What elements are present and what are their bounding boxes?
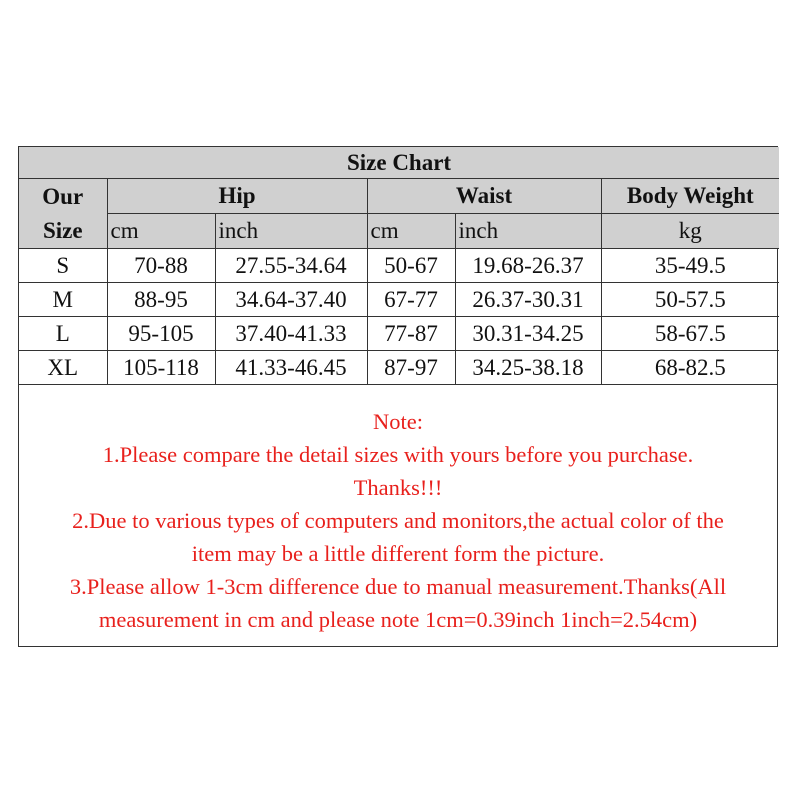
- our-size-label-line1: Our: [42, 183, 84, 209]
- note-line: item may be a little different form the picture.: [191, 541, 605, 566]
- body-weight-header: Body Weight: [601, 179, 779, 214]
- hip-cm-cell: 105-118: [107, 351, 215, 385]
- weight-cell: 68-82.5: [601, 351, 779, 385]
- waist-header: Waist: [367, 179, 601, 214]
- waist-cm-cell: 77-87: [367, 317, 455, 351]
- waist-inch-cell: 30.31-34.25: [455, 317, 601, 351]
- note-line: Thanks!!!: [353, 475, 443, 500]
- waist-cm-cell: 50-67: [367, 249, 455, 283]
- size-cell: XL: [19, 351, 107, 385]
- size-cell: M: [19, 283, 107, 317]
- hip-inch-cell: 37.40-41.33: [215, 317, 367, 351]
- waist-inch-cell: 34.25-38.18: [455, 351, 601, 385]
- hip-cm-cell: 88-95: [107, 283, 215, 317]
- header-row: [19, 179, 779, 214]
- note-line: 1.Please compare the detail sizes with yours before you purchase.: [102, 442, 694, 467]
- size-cell: S: [19, 249, 107, 283]
- waist-cm-unit: cm: [367, 214, 455, 249]
- hip-header: Hip: [107, 179, 367, 214]
- weight-unit: kg: [601, 214, 779, 249]
- our-size-label-line2: Size: [42, 217, 83, 243]
- hip-cm-cell: 70-88: [107, 249, 215, 283]
- hip-inch-unit: inch: [215, 214, 367, 249]
- note-line: 3.Please allow 1-3cm difference due to manual measurement.Thanks(All: [69, 574, 727, 599]
- note-heading: Note:: [373, 409, 423, 434]
- hip-inch-cell: 34.64-37.40: [215, 283, 367, 317]
- note-line: measurement in cm and please note 1cm=0.39inch 1inch=2.54cm): [98, 607, 698, 632]
- size-cell: L: [19, 317, 107, 351]
- weight-cell: 50-57.5: [601, 283, 779, 317]
- hip-cm-unit: cm: [107, 214, 215, 249]
- our-size-header: [19, 179, 107, 249]
- notes-section: [19, 384, 777, 646]
- waist-inch-cell: 26.37-30.31: [455, 283, 601, 317]
- chart-title: Size Chart: [19, 147, 779, 179]
- weight-cell: 58-67.5: [601, 317, 779, 351]
- size-table: [19, 147, 779, 384]
- note-line: 2.Due to various types of computers and monitors,the actual color of the: [72, 508, 724, 533]
- table-row: [19, 317, 779, 351]
- hip-inch-cell: 41.33-46.45: [215, 351, 367, 385]
- table-row: [19, 249, 779, 283]
- waist-inch-cell: 19.68-26.37: [455, 249, 601, 283]
- weight-cell: 35-49.5: [601, 249, 779, 283]
- unit-row: [19, 214, 779, 249]
- waist-cm-cell: 87-97: [367, 351, 455, 385]
- title-row: [19, 147, 779, 179]
- hip-cm-cell: 95-105: [107, 317, 215, 351]
- waist-inch-unit: inch: [455, 214, 601, 249]
- table-row: [19, 351, 779, 385]
- hip-inch-cell: 27.55-34.64: [215, 249, 367, 283]
- table-row: [19, 283, 779, 317]
- size-chart: [18, 146, 778, 647]
- waist-cm-cell: 67-77: [367, 283, 455, 317]
